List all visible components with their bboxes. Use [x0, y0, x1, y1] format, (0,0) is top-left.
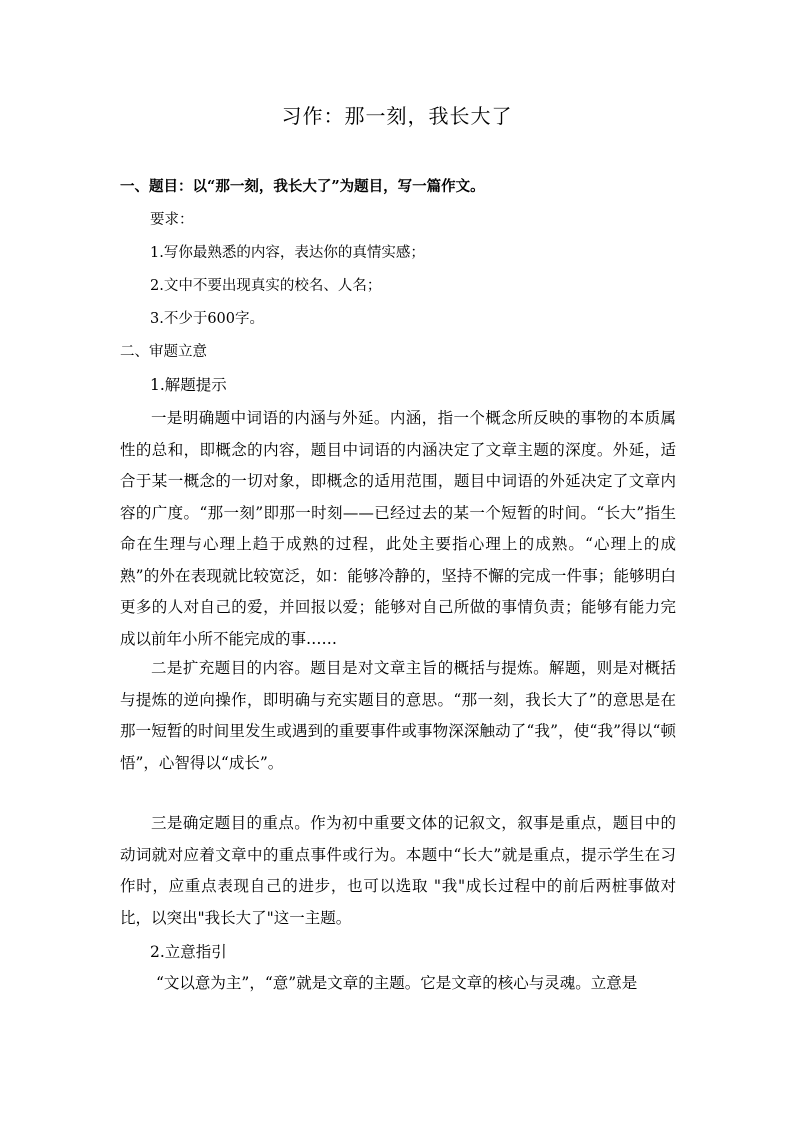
- requirement-item-2: 2.文中不要出现真实的校名、人名；: [150, 278, 382, 294]
- paragraph-3: 三是确定题目的重点。作为初中重要文体的记叙文，叙事是重点，题目中的动词就对应着文章中的重点事件或行为。本题中“长大”就是重点，提示学生在习作时，应重点表现自己的进步，也可以选取 "我"成长过程中的前后两桩事做对比，以突出"我长大了"这一主题。: [120, 814, 676, 927]
- sub-heading-hints: 1.解题提示: [150, 376, 227, 394]
- section1-heading: 一、题目：以“那一刻，我长大了”为题目，写一篇作文。: [120, 178, 485, 195]
- document-title: 习作：那一刻，我长大了: [281, 104, 513, 128]
- sub-heading-theme: 2.立意指引: [150, 943, 227, 961]
- requirement-item-3: 3.不少于600字。: [150, 311, 265, 327]
- paragraph-4: “文以意为主”，“意”就是文章的主题。它是文章的核心与灵魂。立意是: [156, 974, 638, 992]
- paragraph-1: 一是明确题中词语的内涵与外延。内涵，指一个概念所反映的事物的本质属性的总和，即概念的内容，题目中词语的内涵决定了文章主题的深度。外延，适合于某一概念的一切对象，即概念的适用范围，题目中词语的外延决定了文章内容的广度。“那一刻”即那一时刻——已经过去的某一个短暂的时间。“长大”指生命在生理与心理上趋于成熟的过程，此处主要指心理上的成熟。“心理上的成熟”的外在表现就比较宽泛，如：能够冷静的，坚持不懈的完成一件事；能够明白更多的人对自己的爱，并回报以爱；能够对自己所做的事情负责；能够有能力完成以前年小所不能完成的事……: [120, 409, 676, 648]
- requirements-label: 要求：: [150, 212, 194, 228]
- section2-heading: 二、审题立意: [120, 344, 207, 360]
- requirement-item-1: 1.写你最熟悉的内容，表达你的真情实感；: [150, 245, 425, 261]
- paragraph-2: 二是扩充题目的内容。题目是对文章主旨的概括与提炼。解题，则是对概括与提炼的逆向操作，即明确与充实题目的意思。“那一刻，我长大了”的意思是在那一短暂的时间里发生或遇到的重要事件或事物深深触动了“我”，使“我”得以“顿悟”，心智得以“成长”。: [120, 659, 676, 772]
